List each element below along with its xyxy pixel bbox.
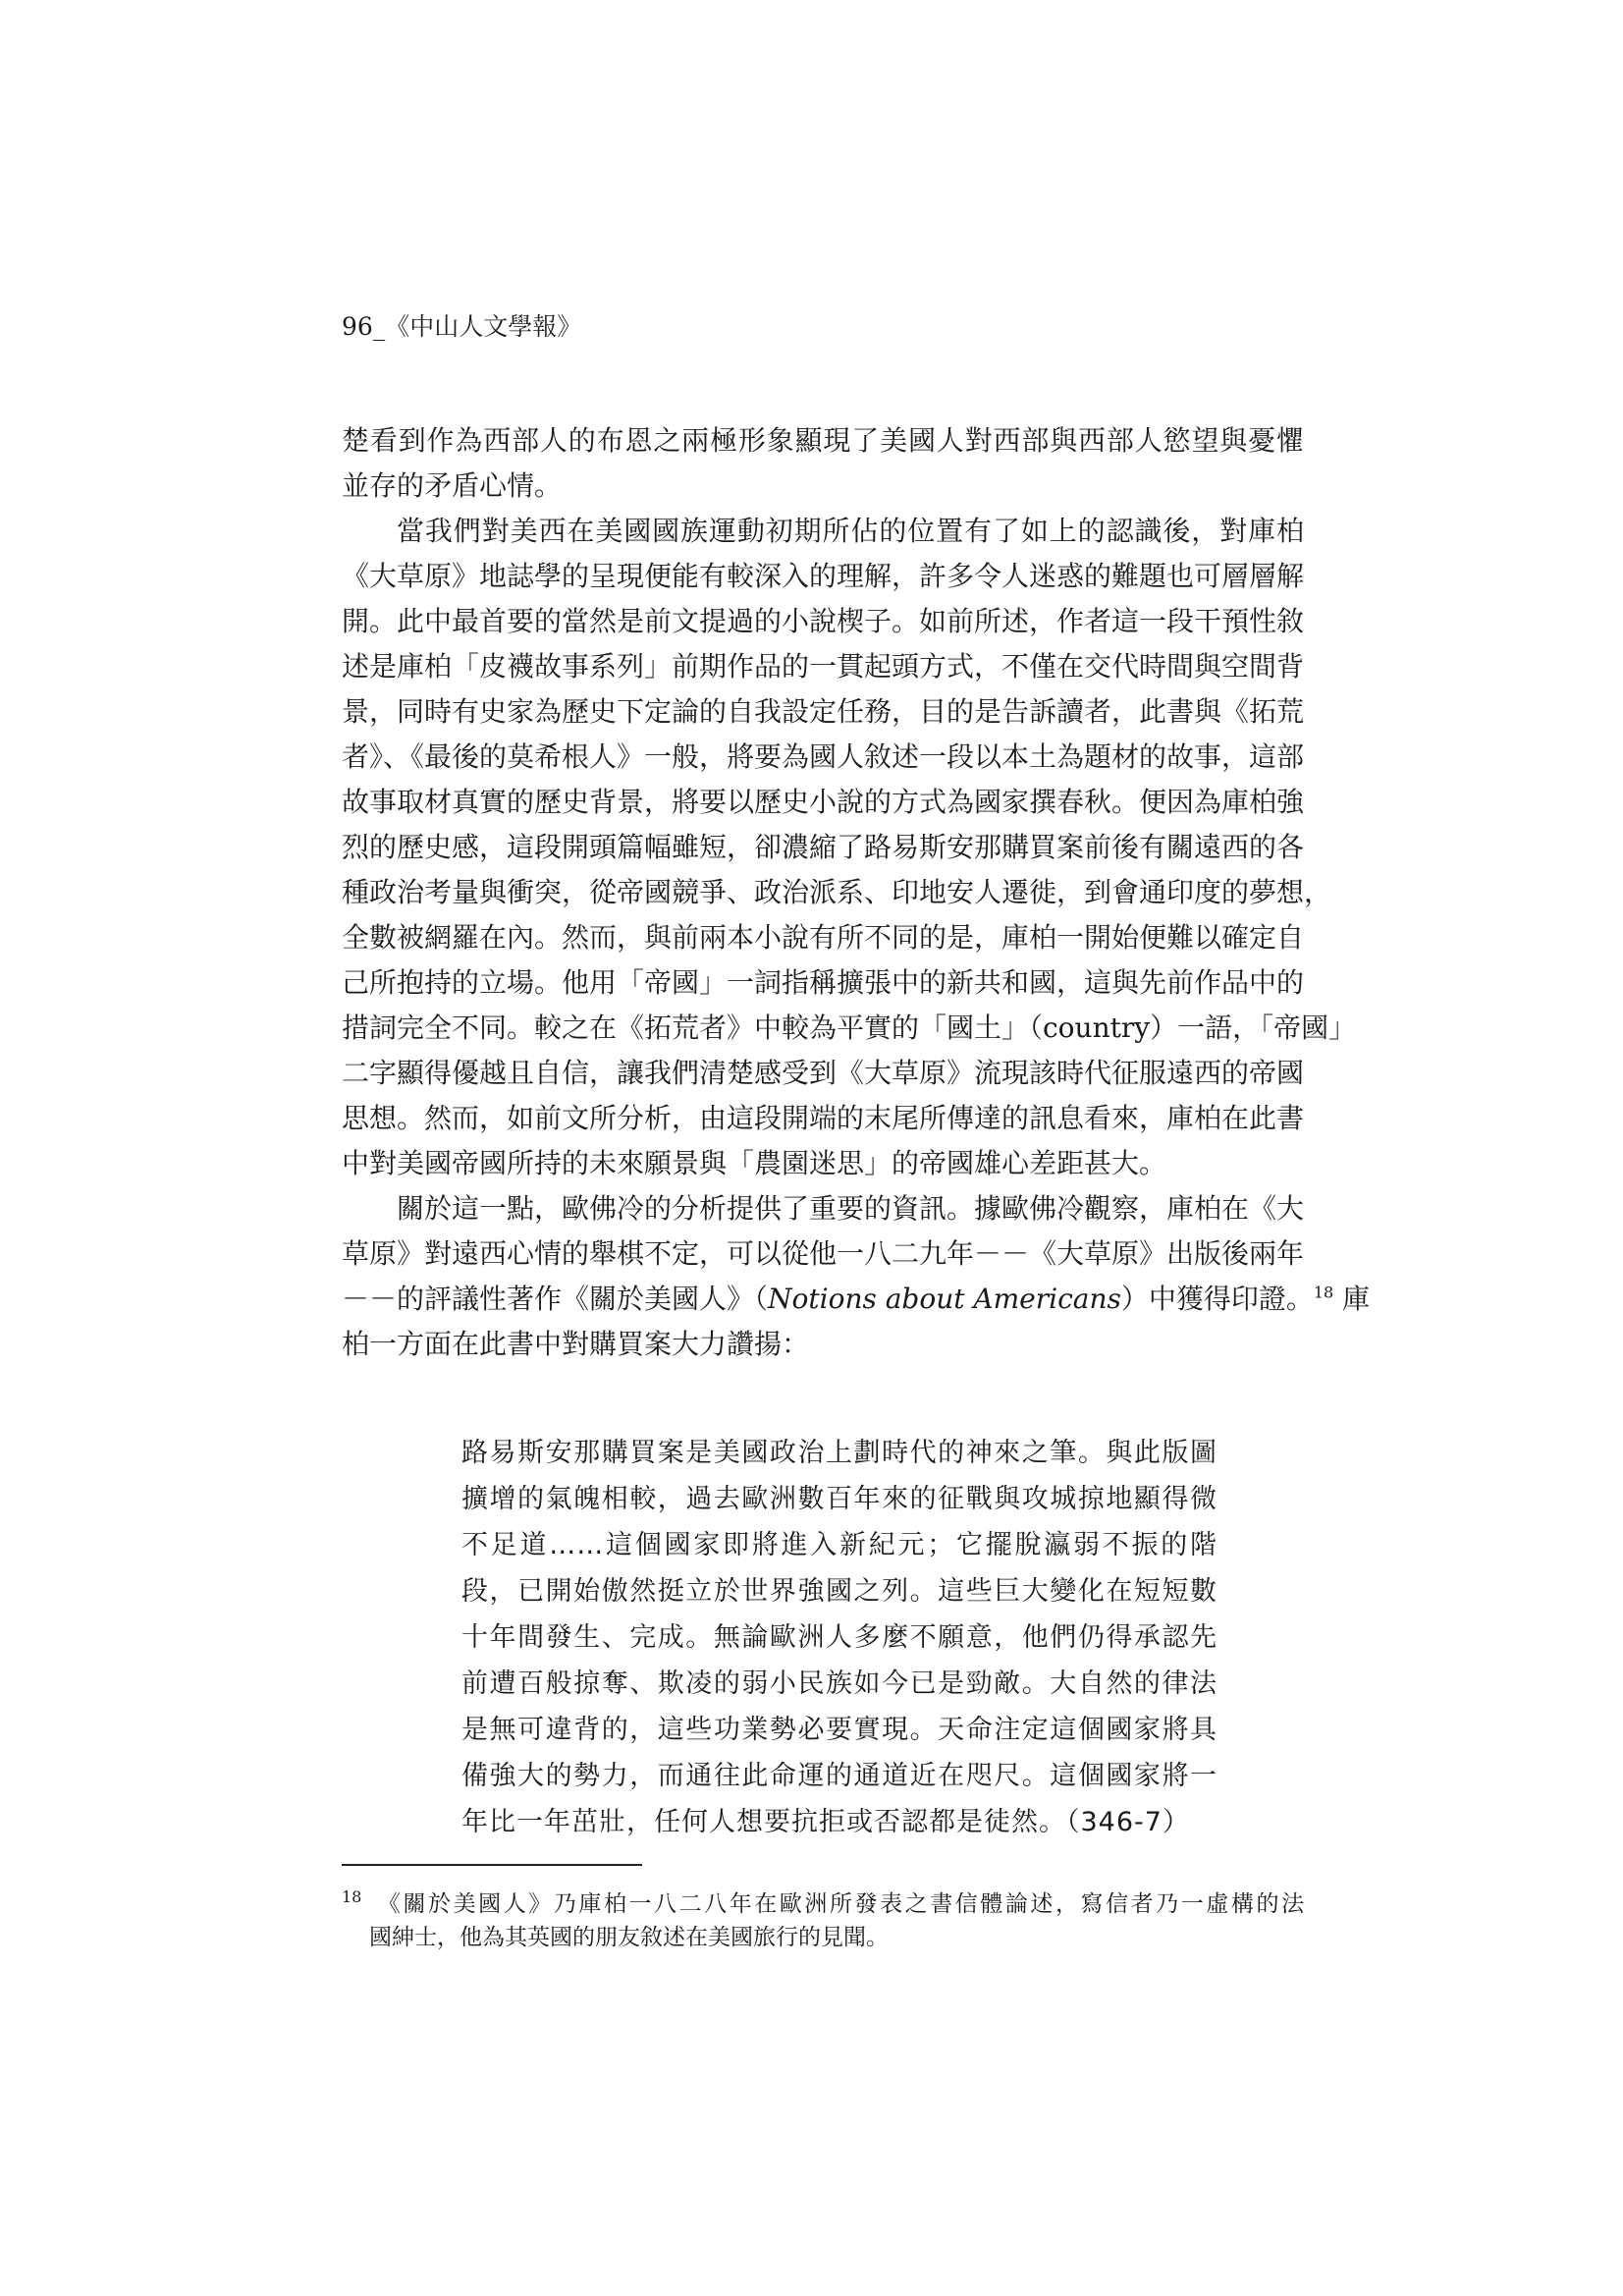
body-line-segment: 庫 xyxy=(1342,1283,1371,1315)
body-line: 柏一方面在此書中對購買案大力讚揚： xyxy=(342,1328,810,1360)
quote-line: 不足道……這個國家即將進入新紀元；它擺脫瀛弱不振的階 xyxy=(461,1530,1217,1560)
footnote-reference[interactable]: 18 xyxy=(1313,1283,1334,1302)
footnote-number: 18 xyxy=(342,1887,362,1907)
quote-line: 十年間發生、完成。無論歐洲人多麼不願意，他們仍得承認先 xyxy=(461,1622,1217,1653)
quote-line: 是無可違背的，這些功業勢必要實現。天命注定這個國家將具 xyxy=(461,1715,1217,1745)
body-line: 草原》對遠西心情的舉棋不定，可以從他一八二九年－－《大草原》出版後兩年 xyxy=(342,1237,1305,1270)
footnote-line: 國紳士，他為其英國的朋友敘述在美國旅行的見聞。 xyxy=(369,1925,889,1950)
body-line-with-citation xyxy=(342,1277,1371,1322)
block-quote xyxy=(461,1430,1217,1845)
body-line: 《大草原》地誌學的呈現便能有較深入的理解，許多令人迷惑的難題也可層層解 xyxy=(342,560,1305,592)
book-title-italic: Notions about Americans xyxy=(768,1283,1121,1315)
body-line: 開。此中最首要的當然是前文提過的小說楔子。如前所述，作者這一段干預性敘 xyxy=(342,605,1305,637)
footnote-text: 《關於美國人》乃庫柏一八二八年在歐洲所發表之書信體論述，寫信者乃一虛構的法 xyxy=(375,1891,1304,1917)
body-line: 烈的歷史感，這段開頭篇幅雖短，卻濃縮了路易斯安那購買案前後有關遠西的各 xyxy=(342,831,1305,863)
body-line: 當我們對美西在美國國族運動初期所佔的位置有了如上的認識後，對庫柏 xyxy=(397,515,1304,547)
body-line: 二字顯得優越且自信，讓我們清楚感受到《大草原》流現該時代征服遠西的帝國 xyxy=(342,1057,1305,1089)
body-line-segment: －－的評議性著作《關於美國人》（ xyxy=(342,1283,769,1315)
body-line: 者》、《最後的莫希根人》一般，將要為國人敘述一段以本土為題材的故事，這部 xyxy=(342,740,1305,773)
body-line: 故事取材真實的歷史背景，將要以歷史小說的方式為國家撰春秋。便因為庫柏強 xyxy=(342,786,1305,818)
body-line: 己所抱持的立場。他用「帝國」一詞指稱擴張中的新共和國，這與先前作品中的 xyxy=(342,966,1305,999)
footnote xyxy=(342,1887,1304,1954)
body-line-segment: ）中獲得印證。 xyxy=(1120,1283,1314,1315)
quote-line: 路易斯安那購買案是美國政治上劃時代的神來之筆。與此版圖 xyxy=(461,1438,1217,1468)
quote-line: 段，已開始傲然挺立於世界強國之列。這些巨大變化在短短數 xyxy=(461,1576,1217,1607)
body-line: 思想。然而，如前文所分析，由這段開端的末尾所傳達的訊息看來，庫柏在此書 xyxy=(342,1102,1305,1134)
quote-line: 備強大的勢力，而通往此命運的通道近在咫尺。這個國家將一 xyxy=(461,1761,1217,1791)
body-line: 楚看到作為西部人的布恩之兩極形象顯現了美國人對西部與西部人慾望與憂懼 xyxy=(342,424,1304,457)
body-line: 全數被網羅在內。然而，與前兩本小說有所不同的是，庫柏一開始便難以確定自 xyxy=(342,921,1305,954)
body-line: 並存的矛盾心情。 xyxy=(342,469,563,502)
body-line: 中對美國帝國所持的未來願景與「農園迷思」的帝國雄心差距甚大。 xyxy=(342,1147,1167,1179)
quote-line: 擴增的氣魄相較，過去歐洲數百年來的征戰與攻城掠地顯得微 xyxy=(461,1484,1217,1514)
body-line: 關於這一點，歐佛冷的分析提供了重要的資訊。據歐佛冷觀察，庫柏在《大 xyxy=(397,1192,1305,1225)
body-text xyxy=(342,418,1371,1367)
quote-line: 年比一年茁壯，任何人想要抗拒或否認都是徒然。（346-7） xyxy=(461,1807,1190,1837)
body-line: 種政治考量與衝突，從帝國競爭、政治派系、印地安人遷徙，到會通印度的夢想， xyxy=(342,876,1332,908)
footnote-line xyxy=(342,1887,1304,1921)
quote-line: 前遭百般掠奪、欺凌的弱小民族如今已是勁敵。大自然的律法 xyxy=(461,1668,1217,1699)
running-head: 96_《中山人文學報》 xyxy=(342,312,582,341)
body-line: 景，同時有史家為歷史下定論的自我設定任務，目的是告訴讀者，此書與《拓荒 xyxy=(342,695,1305,728)
body-line: 措詞完全不同。較之在《拓荒者》中較為平實的「國土」（country）一語，「帝國」 xyxy=(342,1011,1357,1044)
body-line: 述是庫柏「皮襪故事系列」前期作品的一貫起頭方式，不僅在交代時間與空間背 xyxy=(342,650,1305,683)
footnote-divider xyxy=(342,1864,642,1866)
